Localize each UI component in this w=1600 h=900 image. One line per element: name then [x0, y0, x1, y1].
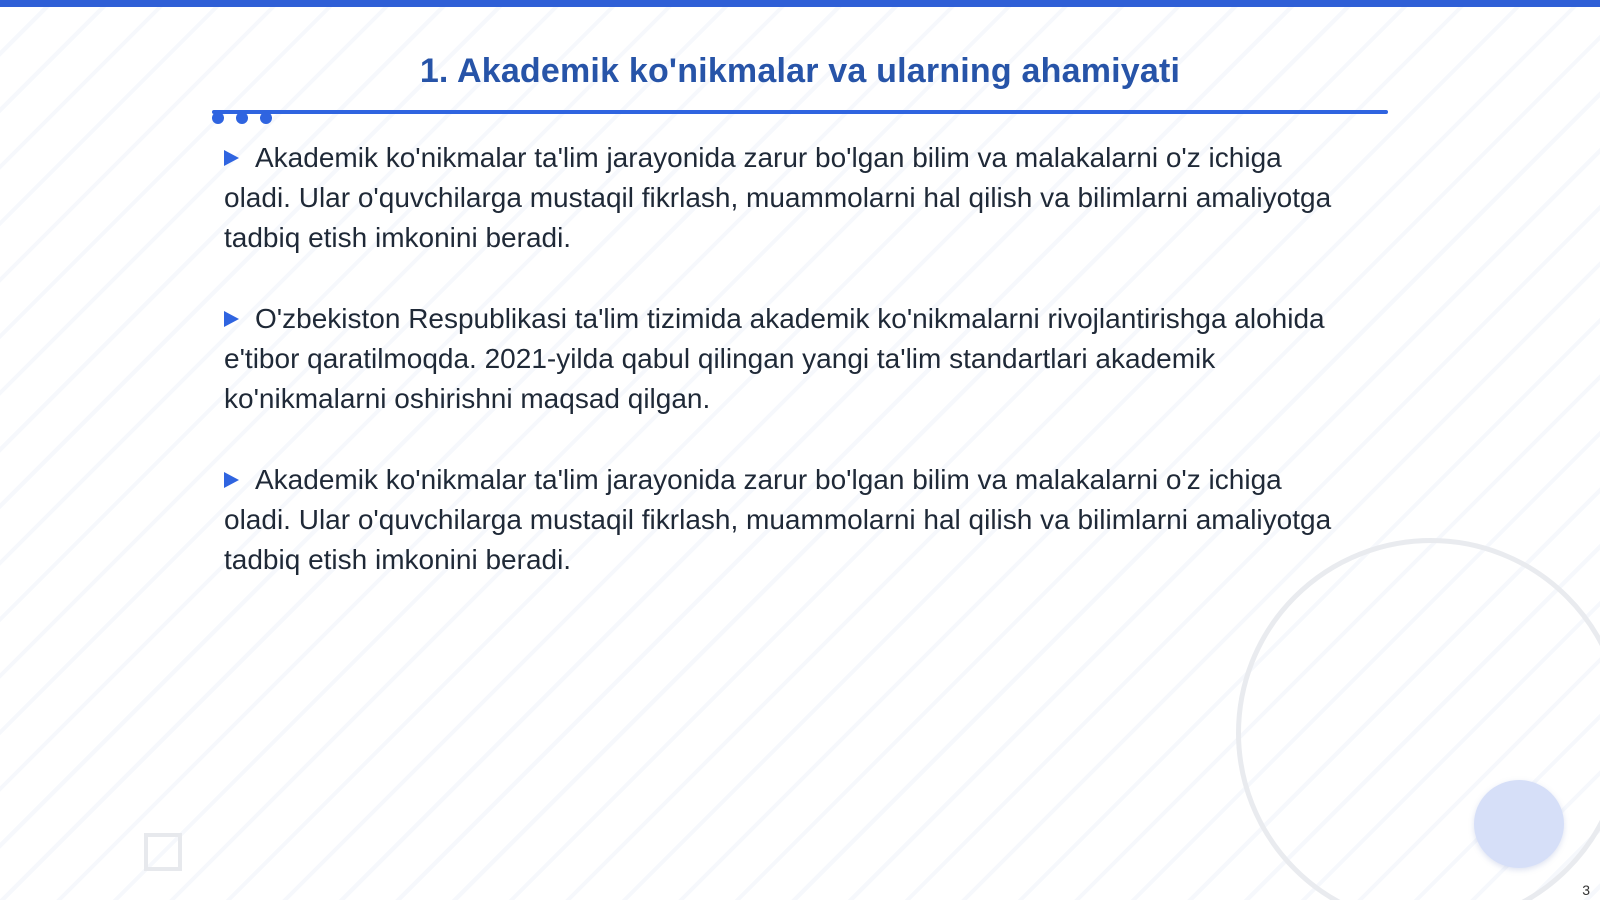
decorative-blue-circle [1474, 780, 1564, 868]
page-number: 3 [1582, 882, 1590, 898]
decorative-dot [260, 112, 272, 124]
bullet-paragraph [224, 138, 1344, 258]
title-underline [212, 110, 1388, 114]
decorative-square [144, 833, 182, 871]
slide-body [224, 138, 1344, 621]
slide-title: 1. Akademik ko'nikmalar va ularning ahamiyati [419, 52, 1181, 90]
decorative-dot [212, 112, 224, 124]
paragraph-text: Akademik ko'nikmalar ta'lim jarayonida zarur bo'lgan bilim va malakalarni o'z ichiga oladi. Ular o'quvchilarga mustaqil fikrlash, muammolarni hal qilish va bilimlarni amaliyotga tadbiq etish imkonini beradi. [224, 464, 1332, 575]
bullet-paragraph [224, 460, 1344, 580]
triangle-right-icon [224, 311, 239, 327]
decorative-dot [236, 112, 248, 124]
triangle-right-icon [224, 150, 239, 166]
paragraph-text: O'zbekiston Respublikasi ta'lim tizimida akademik ko'nikmalarni rivojlantirishga alohida e'tibor qaratilmoqda. 2021-yilda qabul qilingan yangi ta'lim standartlari akademik ko'nikmalarni oshirishni maqsad qilgan. [224, 303, 1325, 414]
top-accent-bar [0, 0, 1600, 7]
bullet-paragraph [224, 299, 1344, 419]
paragraph-text: Akademik ko'nikmalar ta'lim jarayonida zarur bo'lgan bilim va malakalarni o'z ichiga oladi. Ular o'quvchilarga mustaqil fikrlash, muammolarni hal qilish va bilimlarni amaliyotga tadbiq etish imkonini beradi. [224, 142, 1332, 253]
triangle-right-icon [224, 472, 239, 488]
